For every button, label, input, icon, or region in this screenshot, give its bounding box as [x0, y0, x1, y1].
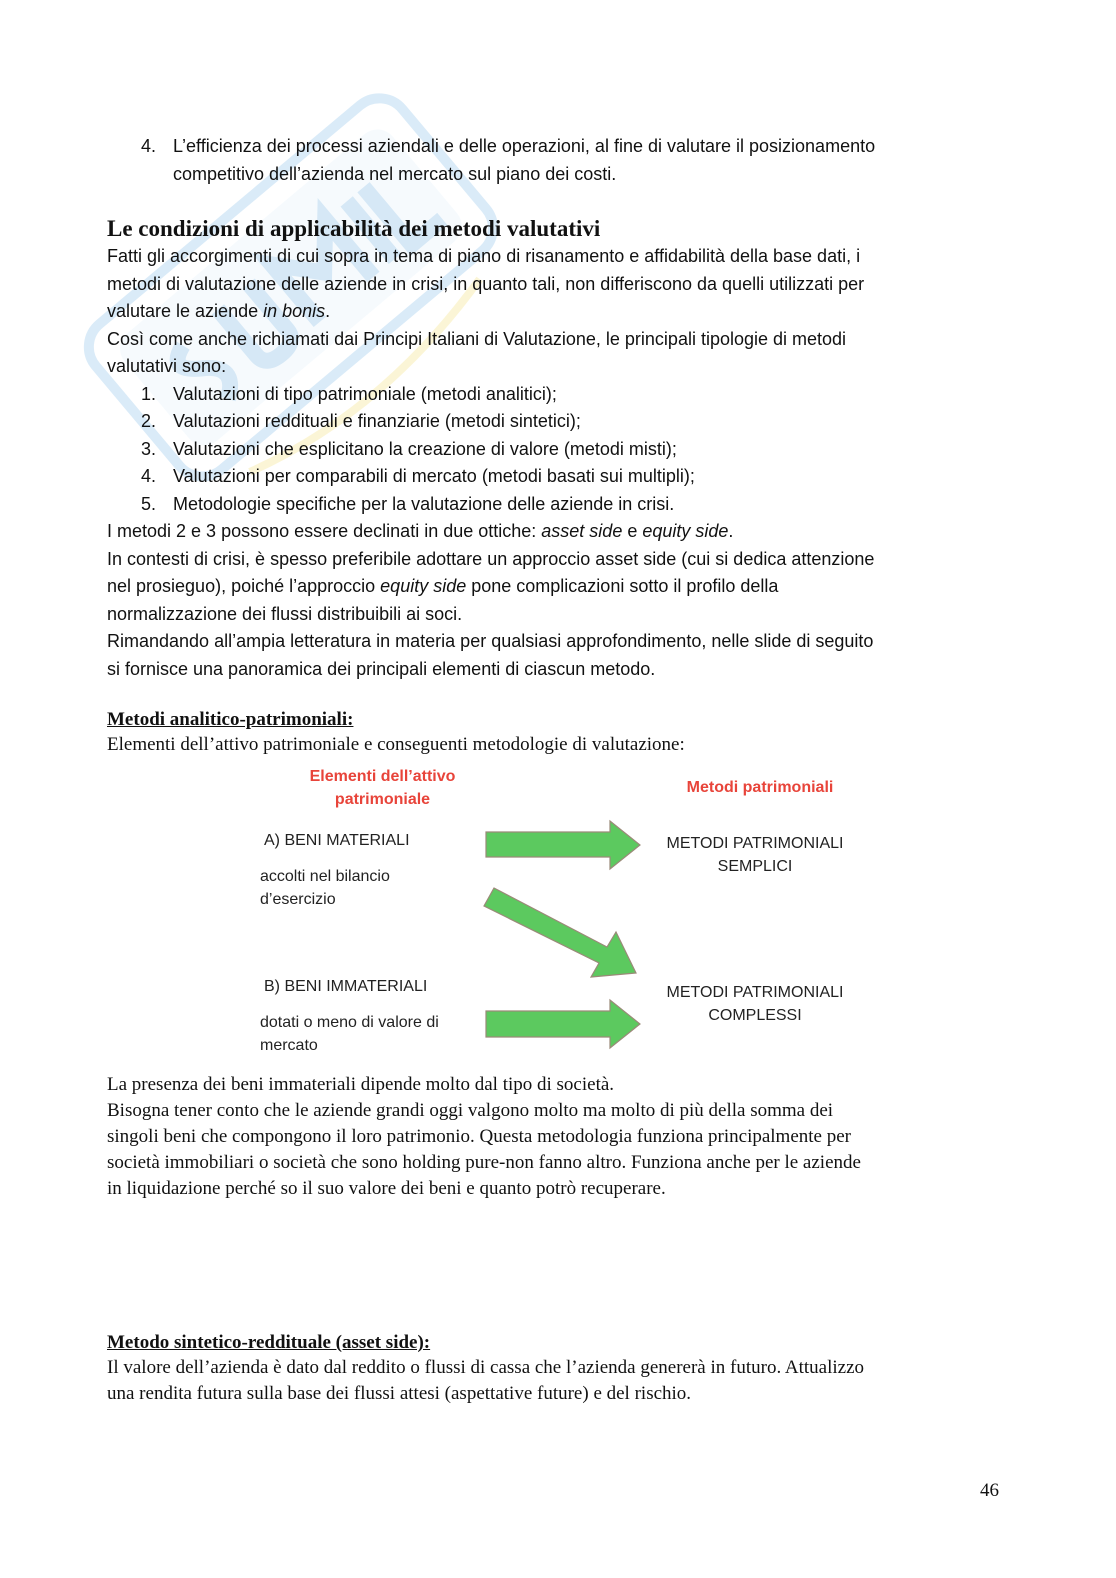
para1-line1: Fatti gli accorgimenti di cui sopra in tema di piano di risanamento e affidabilità della base dati, i [107, 246, 861, 266]
left-header-line2: patrimoniale [334, 791, 431, 808]
para1-line3 [107, 298, 1027, 326]
intro-item-line1: L’efficienza dei processi aziendali e delle operazioni, al fine di valutare il posizionamento [173, 136, 876, 156]
para4-line3: normalizzazione dei flussi distribuibili ai soci. [107, 603, 463, 624]
s2-para-line2: Bisogna tener conto che le aziende grandi oggi valgono molto ma molto di più della somma dei [107, 1100, 834, 1121]
list-text: Valutazioni che esplicitano la creazione di valore (metodi misti); [173, 438, 677, 459]
para3 [107, 518, 1027, 546]
arrow-immateriali-to-complessi [486, 1000, 640, 1048]
para5-line2: si fornisce una panoramica dei principali elementi di ciascun metodo. [107, 658, 656, 679]
list-number: 5. [141, 493, 157, 514]
list-text: Valutazioni reddituali e finanziarie (metodi sintetici); [173, 411, 581, 431]
r2-line2: COMPLESSI [708, 1007, 802, 1024]
arrow-materiali-to-complessi [484, 888, 636, 977]
para1-line3-suffix: . [325, 301, 331, 321]
methods-list-item [107, 436, 1027, 464]
para3-prefix: I metodi 2 e 3 possono essere declinati in due ottiche: [107, 521, 542, 541]
b-desc-line1: dotati o meno di valore di [260, 1014, 439, 1031]
para1-line2: metodi di valutazione delle aziende in crisi, in quanto tali, non differiscono da quelli utilizzati per [107, 273, 865, 294]
a-desc-line2: d’esercizio [260, 891, 336, 908]
section3-paragraph [107, 1355, 1027, 1407]
intro-list-item [107, 133, 1027, 188]
s2-para-line5: in liquidazione perché so il suo valore dei beni e quanto potrò recuperare. [107, 1178, 666, 1199]
list-number: 1. [141, 383, 157, 404]
left-header-line1: Elementi dell’attivo [309, 768, 456, 785]
a-desc-line1: accolti nel bilancio [260, 868, 390, 885]
para2-line1: Così come anche richiamati dai Principi Italiani di Valutazione, le principali tipologie di metodi [107, 328, 847, 349]
para2-line2: valutativi sono: [107, 356, 227, 376]
para3-mid: e [622, 521, 643, 541]
list-number: 3. [141, 438, 157, 459]
para3-italic1: asset side [541, 521, 623, 541]
list-number: 4. [141, 466, 157, 486]
valuation-diagram [250, 765, 890, 1065]
intro-item-line2: competitivo dell’azienda nel mercato sul piano dei costi. [173, 163, 617, 184]
para4-line2-italic: equity side [380, 576, 467, 596]
para4-line1: In contesti di crisi, è spesso preferibile adottare un approccio asset side (cui si dedica attenzione [107, 548, 875, 569]
r1-line1: METODI PATRIMONIALI [666, 835, 844, 852]
section-title: Le condizioni di applicabilità dei metodi valutativi [107, 216, 601, 241]
para1-line3-prefix: valutare le aziende [107, 301, 264, 321]
list-text: Valutazioni per comparabili di mercato (metodi basati sui multipli); [173, 466, 695, 486]
section3-heading: Metodo sintetico-reddituale (asset side): [107, 1332, 431, 1353]
section1-body [107, 243, 1027, 683]
arrow-materiali-to-semplici [486, 821, 640, 869]
r2-line1: METODI PATRIMONIALI [666, 984, 844, 1001]
para3-italic2: equity side [642, 521, 729, 541]
para4-line2-suffix: pone complicazioni sotto il profilo della [466, 576, 779, 596]
s3-line2: una rendita futura sulla base dei flussi attesi (aspettative future) e del rischio. [107, 1383, 692, 1404]
s2-para-line4: società immobiliari o società che sono holding pure-non fanno altro. Funziona anche per le aziende [107, 1152, 861, 1173]
beni-materiali-title: A) BENI MATERIALI [264, 832, 410, 849]
diagram-right-header: Metodi patrimoniali [686, 779, 834, 796]
para4-line2-prefix: nel prosieguo), poiché l’approccio [107, 576, 381, 596]
methods-list-item [107, 408, 1027, 436]
para3-suffix: . [728, 521, 734, 541]
page-number: 46 [980, 1480, 999, 1501]
list-number: 2. [141, 411, 157, 431]
b-desc-line2: mercato [260, 1037, 318, 1054]
r1-line2: SEMPLICI [717, 858, 793, 875]
intro-item-number: 4. [141, 136, 157, 156]
s3-line1: Il valore dell’azienda è dato dal reddito o flussi di cassa che l’azienda genererà in futuro. Attualizzo [107, 1357, 865, 1378]
list-text: Valutazioni di tipo patrimoniale (metodi analitici); [173, 383, 557, 404]
diagram-arrows [250, 765, 890, 1065]
para1-line3-italic: in bonis [263, 301, 326, 321]
methods-list-item [107, 491, 1027, 519]
s2-para-line1: La presenza dei beni immateriali dipende molto dal tipo di società. [107, 1074, 615, 1095]
para4-line2 [107, 573, 1027, 601]
s2-para-line3: singoli beni che compongono il loro patrimonio. Questa metodologia funziona principalmente per [107, 1126, 851, 1147]
section2-subtitle: Elementi dell’attivo patrimoniale e conseguenti metodologie di valutazione: [107, 734, 685, 755]
beni-immateriali-title: B) BENI IMMATERIALI [264, 978, 428, 995]
methods-list-item [107, 381, 1027, 409]
section2-heading: Metodi analitico-patrimoniali: [107, 709, 354, 730]
methods-list-item [107, 463, 1027, 491]
section2-paragraph [107, 1072, 1027, 1202]
list-text: Metodologie specifiche per la valutazione delle aziende in crisi. [173, 493, 675, 514]
para5-line1: Rimandando all’ampia letteratura in materia per qualsiasi approfondimento, nelle slide di seguito [107, 631, 874, 651]
